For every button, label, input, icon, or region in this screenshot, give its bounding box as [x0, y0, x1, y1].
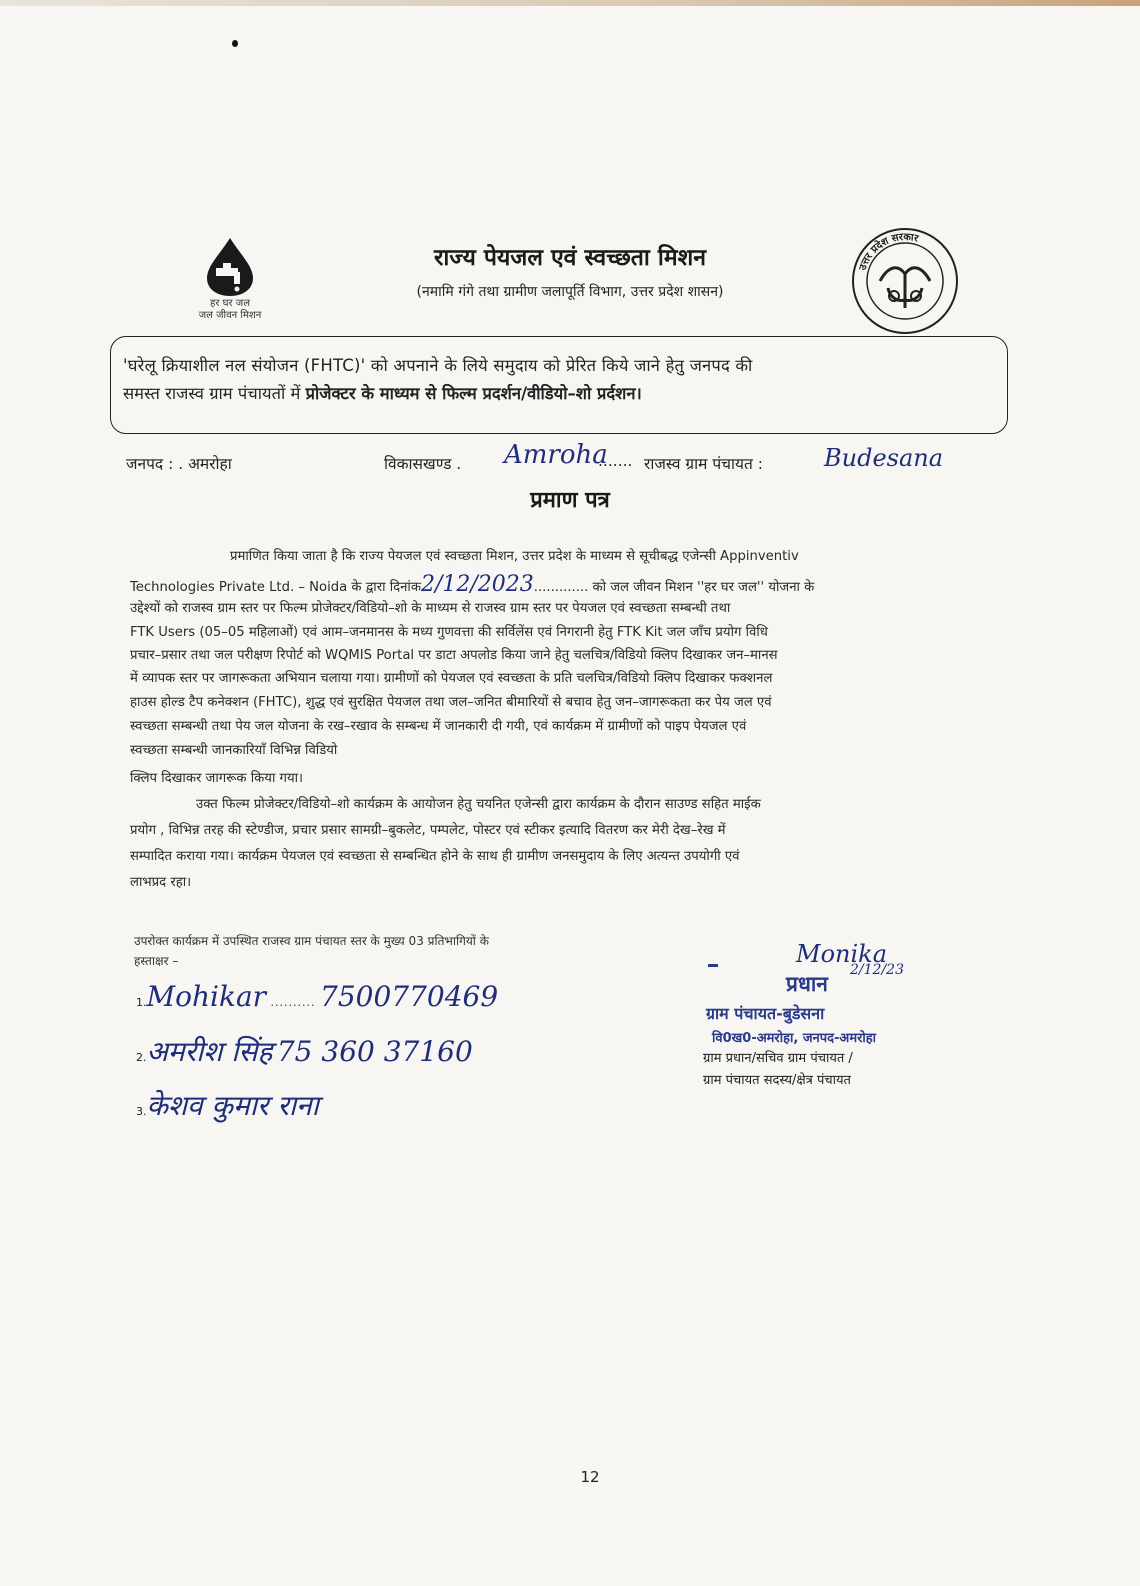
participant-name: केशव कुमार राना — [146, 1089, 319, 1122]
body-line: लाभप्रद रहा। — [130, 875, 192, 890]
logo-caption-line2: जल जीवन मिशन — [198, 310, 262, 321]
participant-name: अमरीश सिंह — [146, 1035, 273, 1068]
stamp-gram-panchayat: ग्राम पंचायत-बुडेसना — [706, 1004, 825, 1023]
participant-number: 3. — [136, 1105, 147, 1118]
up-government-seal — [850, 226, 960, 336]
village-value: Budesana — [824, 444, 944, 472]
body-line: प्रयोग , विभिन्न तरह की स्टेण्डीज, प्रचार प्रसार सामग्री–बुकलेट, पम्पलेट, पोस्टर एवं स्टीकर इत्यादि वितरण कर मेरी देख–रेख में — [130, 823, 726, 838]
page-header-title: राज्य पेयजल एवं स्वच्छता मिशन — [434, 245, 706, 271]
participant-number: 2. — [136, 1051, 147, 1064]
block-label: विकासखण्ड . — [384, 455, 462, 473]
body-line-date-suffix: ............. को जल जीवन मिशन ''हर घर जल'' योजना के — [533, 580, 815, 595]
body-line-date — [130, 572, 1050, 597]
signatory-roles-line2: ग्राम पंचायत सदस्य/क्षेत्र पंचायत — [703, 1073, 851, 1088]
body-line: सम्पादित कराया गया। कार्यक्रम पेयजल एवं स्वच्छता से सम्बन्धित होने के साथ ही ग्रामीण जनसमुदाय के लिए अत्यन्त उपयोगी एवं — [130, 849, 740, 864]
stamp-dash — [708, 964, 718, 967]
village-label: राजस्व ग्राम पंचायत : — [644, 455, 764, 473]
participant-phone: 7500770469 — [320, 980, 499, 1013]
signatory-roles-line1: ग्राम प्रधान/सचिव ग्राम पंचायत / — [703, 1051, 853, 1066]
water-drop-tap-icon — [185, 236, 275, 298]
pradhan-handsign: Monika — [796, 940, 888, 968]
participant-signature: 1.Mohikar .......... 7500770469 — [136, 980, 499, 1013]
scheme-heading-box — [110, 336, 1008, 434]
body-line: क्लिप दिखाकर जागरूक किया गया। — [130, 771, 304, 786]
body-line: में व्यापक स्तर पर जागरूकता अभियान चलाया गया। ग्रामीणों को पेयजल एवं स्वच्छता के प्रति चलचित्र/विडियो क्लिप दिखाकर फक्शनल — [130, 671, 773, 686]
pradhan-sign-date: 2/12/23 — [850, 962, 904, 978]
district-label: जनपद : . अमरोहा — [126, 455, 232, 473]
ink-dot — [232, 40, 238, 47]
scheme-heading-line2-prefix: समस्त राजस्व ग्राम पंचायतों में — [123, 384, 306, 403]
participant-signature — [136, 1032, 473, 1070]
event-date: 2/12/2023 — [420, 572, 534, 597]
block-dots: ....... — [598, 452, 633, 470]
body-line: प्रचार–प्रसार तथा जल परीक्षण रिपोर्ट को WQMIS Portal पर डाटा अपलोड किया जाने हेतु चलचित्र/विडियो क्लिप दिखाकर जन–मानस — [130, 648, 778, 663]
page-edge — [0, 0, 1140, 6]
logo-caption-line1: हर घर जल — [210, 298, 250, 309]
stamp-block: वि0ख0-अमरोहा, जनपद-अमरोहा — [712, 1031, 877, 1046]
participant-number: 1. — [136, 996, 147, 1009]
body-line: उक्त फिल्म प्रोजेक्टर/विडियो–शो कार्यक्रम के आयोजन हेतु चयनित एजेन्सी द्वारा कार्यक्रम के दौरान साउण्ड सहित माईक — [196, 797, 761, 812]
har-ghar-jal-logo — [185, 236, 275, 336]
scheme-heading-line1: 'घरेलू क्रियाशील नल संयोजन (FHTC)' को अपनाने के लिये समुदाय को प्रेरित किये जाने हेतु जनपद की — [123, 356, 753, 375]
body-line: स्वच्छता सम्बन्धी जानकारियाँ विभिन्न विडियो — [130, 743, 338, 758]
body-line: FTK Users (05–05 महिलाओं) एवं आम–जनमानस के मध्य गुणवत्ता की सर्विलेंस एवं निगरानी हेतु FTK Kit जल जाँच प्रयोग विधि — [130, 625, 768, 640]
pradhan-stamp — [700, 940, 940, 1090]
participant-name: Mohikar — [146, 980, 267, 1013]
participant-phone: 75 360 37160 — [276, 1035, 473, 1068]
seal-text: उत्तर प्रदेश सरकार — [857, 231, 920, 272]
body-line: स्वच्छता सम्बन्धी तथा पेय जल योजना के रख–रखाव के सम्बन्ध में जानकारी दी गयी, एवं कार्यक्रम में ग्रामीणों को पाइप पेयजल एवं — [130, 719, 747, 734]
svg-text:उत्तर प्रदेश सरकार — [857, 232, 920, 273]
scheme-heading-line2 — [123, 381, 993, 404]
block-value: Amroha — [504, 440, 608, 470]
participant-signature — [136, 1086, 319, 1124]
scheme-heading-line2-bold: प्रोजेक्टर के माध्यम से फिल्म प्रदर्शन/वीडियो–शो प्रर्दशन। — [305, 384, 642, 403]
stamp-title: प्रधान — [786, 972, 828, 996]
signatures-note: उपरोक्त कार्यक्रम में उपस्थित राजस्व ग्राम पंचायत स्तर के मुख्य 03 प्रतिभागियों के — [134, 934, 489, 948]
page-header-subtitle: (नमामि गंगे तथा ग्रामीण जलापूर्ति विभाग, उत्तर प्रदेश शासन) — [416, 284, 724, 300]
body-line: प्रमाणित किया जाता है कि राज्य पेयजल एवं स्वच्छता मिशन, उत्तर प्रदेश के माध्यम से सूचीबद्ध एजेन्सी Appinventiv — [230, 549, 799, 564]
body-line: हाउस होल्ड टैप कनेक्शन (FHTC), शुद्ध एवं सुरक्षित पेयजल तथा जल–जनित बीमारियों से बचाव हेतु जन–जागरूकता कर पेय जल एवं — [130, 695, 772, 710]
page-number: 12 — [580, 1468, 600, 1486]
body-line-date-prefix: Technologies Private Ltd. – Noida के द्वारा दिनांक — [130, 580, 421, 595]
body-line: उद्देश्यों को राजस्व ग्राम स्तर पर फिल्म प्रोजेक्टर/विडियो–शो के माध्यम से राजस्व ग्राम स्तर पर पेयजल एवं स्वच्छता सम्बन्धी तथा — [130, 601, 731, 616]
signatures-note-2: हस्ताक्षर – — [134, 954, 179, 968]
seal-emblem-icon — [850, 226, 960, 336]
certificate-title: प्रमाण पत्र — [530, 488, 610, 513]
